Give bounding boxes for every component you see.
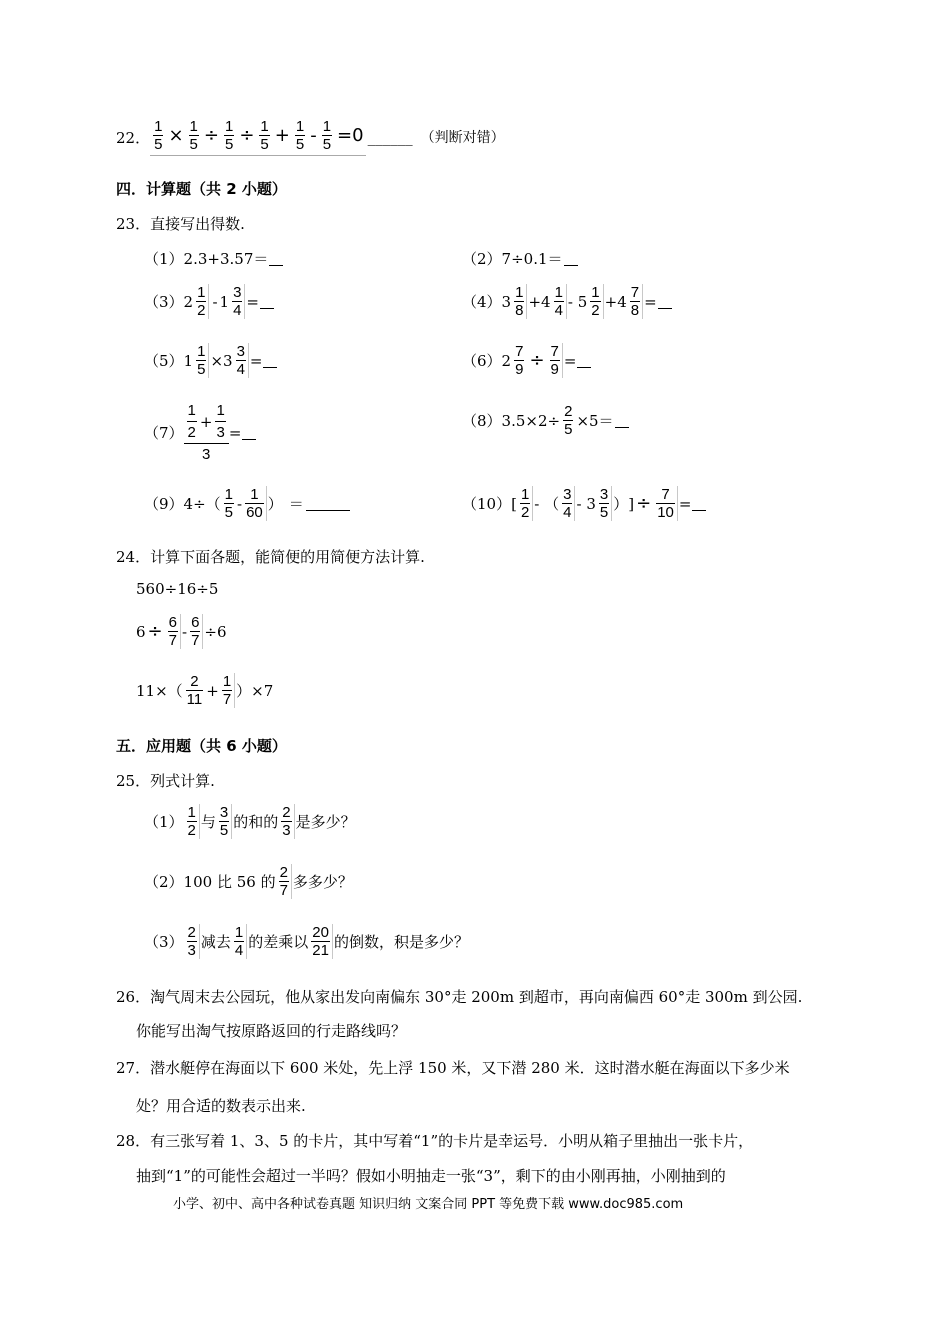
fraction: 1 4 — [232, 924, 247, 959]
fraction: 2 3 — [185, 924, 200, 959]
q23-part-9: （9） 4÷（ 1 5 - 1 60 ） ＝ — [144, 486, 350, 521]
q24-line-3: 11×（ 2 11 + 1 7 ）×7 — [136, 673, 274, 708]
question-26-line-2: 你能写出淘气按原路返回的行走路线吗？ — [136, 1022, 407, 1040]
answer-blank[interactable] — [269, 251, 283, 266]
footer-watermark: 小学、初中、高中各种试卷真题 知识归纳 文案合同 PPT 等免费下载 www.doc985.com — [173, 1197, 684, 1212]
fraction: 1 3 — [216, 402, 225, 441]
q23-part-6: （6） 2 7 9 ÷ 7 9 = — [462, 343, 591, 378]
fraction: 1 2 — [187, 402, 196, 441]
fraction: 1 5 — [224, 486, 234, 521]
question-22 — [116, 118, 505, 156]
answer-blank[interactable] — [577, 353, 591, 368]
q23-part-1: （1） 2.3+3.57＝ — [144, 248, 283, 269]
q25-part-2: （2） 100 比 56 的 2 7 多多少？ — [144, 864, 353, 899]
answer-blank[interactable] — [263, 353, 277, 368]
complex-fraction: 1 2 + 1 3 3 — [184, 402, 229, 463]
q24-line-2: 6 ÷ 6 7 - 6 7 ÷6 — [136, 614, 227, 649]
fraction: 1 2 — [518, 486, 533, 521]
q23-part-8: （8） 3.5×2÷ 2 5 ×5＝ — [462, 403, 629, 438]
q24-line-1: 560÷16÷5 — [136, 580, 219, 598]
judgement-expression: 1 5 × 1 5 ÷ 1 5 ÷ 1 5 + 1 5 - 1 5 =0 — [150, 118, 365, 156]
q23-part-4: （4） 3 1 8 + 4 1 4 - 5 1 2 + 4 7 8 = — [462, 284, 672, 319]
fraction: 1 60 — [243, 486, 267, 521]
question-number: 22． — [116, 128, 151, 147]
answer-blank[interactable] — [692, 496, 706, 511]
fraction: 1 7 — [220, 673, 235, 708]
fraction: 1 5 — [189, 118, 198, 153]
question-25-title: 25．列式计算. — [116, 772, 215, 790]
fraction: 7 10 — [654, 486, 678, 521]
fraction: 7 9 — [515, 343, 524, 378]
fraction: 1 2 — [194, 284, 209, 319]
fraction: 1 2 — [185, 804, 200, 839]
fraction: 3 4 — [234, 343, 249, 378]
fraction: 1 8 — [512, 284, 527, 319]
question-28-line-1: 28．有三张写着 1、3、5 的卡片，其中写着“1”的卡片是幸运号．小明从箱子里抽出一张卡片， — [116, 1132, 754, 1150]
q23-part-5: （5） 1 1 5 ×3 3 4 = — [144, 343, 277, 378]
answer-blank[interactable] — [306, 496, 350, 511]
fraction: 1 4 — [552, 284, 567, 319]
fraction: 3 4 — [560, 486, 575, 521]
fraction: 2 3 — [279, 804, 294, 839]
section-5-title: 五．应用题（共 6 小题） — [116, 737, 287, 755]
fraction: 1 5 — [295, 118, 305, 153]
fraction: 6 7 — [188, 614, 203, 649]
question-28-line-2: 抽到“1”的可能性会超过一半吗？假如小明抽走一张“3”，剩下的由小刚再抽，小刚抽到的 — [136, 1167, 726, 1185]
question-27-line-2: 处？用合适的数表示出来. — [136, 1097, 306, 1115]
fraction: 1 5 — [154, 118, 163, 153]
fraction: 1 5 — [322, 118, 332, 153]
section-4-title: 四．计算题（共 2 小题） — [116, 180, 287, 198]
fraction: 20 21 — [309, 924, 333, 959]
q23-part-3: （3） 2 1 2 - 1 3 4 = — [144, 284, 274, 319]
answer-blank[interactable] — [615, 413, 629, 428]
answer-blank[interactable] — [658, 294, 672, 309]
q23-part-2: （2） 7÷0.1＝ — [462, 248, 578, 269]
q23-part-10: （10） [ 1 2 - （ 3 4 - 3 3 5 ） ] ÷ 7 10 = — [462, 486, 706, 521]
question-24-title: 24．计算下面各题，能简便的用简便方法计算. — [116, 548, 425, 566]
fraction: 1 5 — [194, 343, 209, 378]
fraction: 1 5 — [224, 118, 234, 153]
fraction: 3 4 — [230, 284, 245, 319]
answer-blank[interactable] — [564, 251, 578, 266]
fraction: 7 8 — [628, 284, 643, 319]
q23-part-7: （7） 1 2 + 1 3 3 = — [144, 402, 256, 463]
fraction: 2 11 — [186, 673, 203, 708]
fraction: 1 5 — [260, 118, 269, 153]
fraction: 6 7 — [166, 614, 181, 649]
fraction: 3 5 — [217, 804, 232, 839]
fraction: 1 2 — [588, 284, 603, 319]
q25-part-3: （3） 2 3 减去 1 4 的差乘以 20 21 的倒数，积是多少？ — [144, 924, 469, 959]
fraction: 2 5 — [564, 403, 573, 438]
answer-blank[interactable] — [242, 425, 256, 440]
question-27-line-1: 27．潜水艇停在海面以下 600 米处，先上浮 150 米，又下潜 280 米．这时潜水艇在海面以下多少米 — [116, 1059, 790, 1077]
question-23-title: 23．直接写出得数. — [116, 215, 245, 233]
answer-blank[interactable]: ______ — [367, 128, 413, 146]
answer-blank[interactable] — [260, 294, 274, 309]
fraction: 7 9 — [548, 343, 563, 378]
fraction: 2 7 — [277, 864, 292, 899]
q25-part-1: （1） 1 2 与 3 5 的和的 2 3 是多少？ — [144, 804, 356, 839]
fraction: 3 5 — [597, 486, 612, 521]
question-tail: （判断对错） — [420, 130, 505, 146]
question-26-line-1: 26．淘气周末去公园玩，他从家出发向南偏东 30°走 200m 到超市，再向南偏西 60°走 300m 到公园. — [116, 988, 803, 1006]
